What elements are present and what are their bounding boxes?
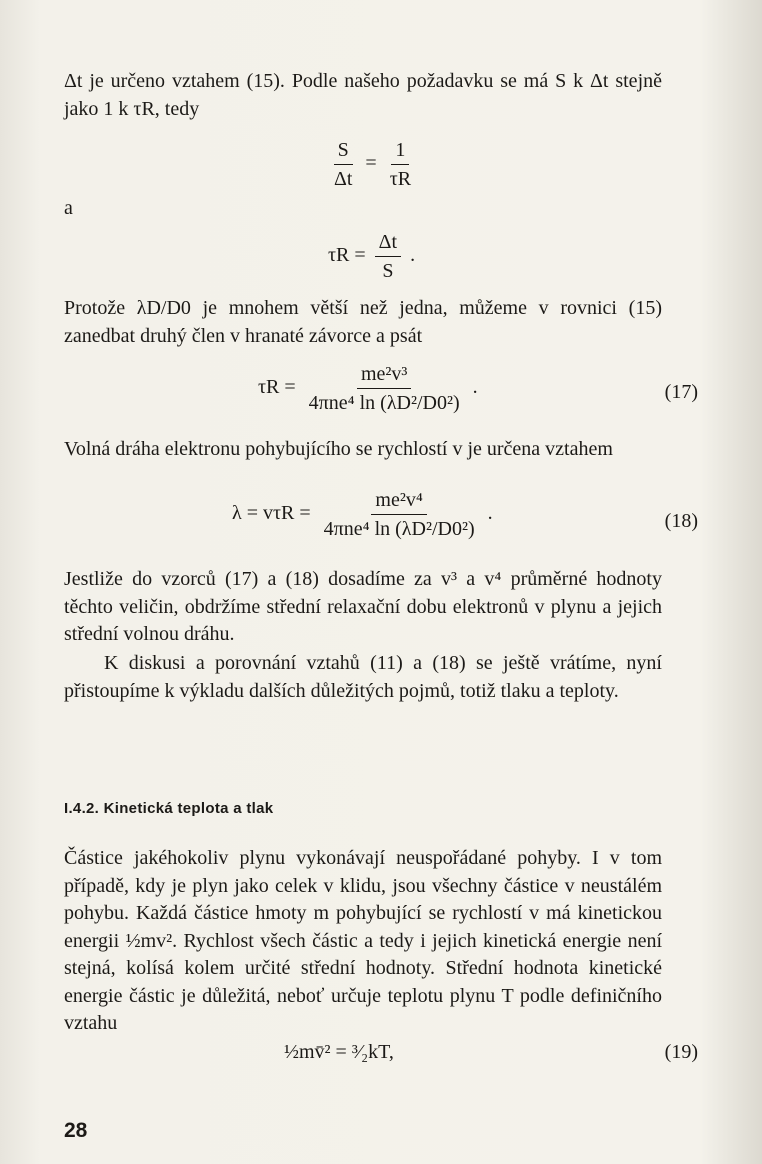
eq17-equals: = <box>284 376 296 399</box>
equation-number-18: (18) <box>664 510 698 532</box>
paragraph-castice: Částice jakéhokoliv plynu vykonávají neuspořádané pohyby. I v tom případě, kdy je plyn jako celek v klidu, jsou všechny částice v neustálém pohybu. Každá částice hmoty m pohybující se rychlostí v má kinetickou energii ½mv². Rychlost všech částic a tedy i jejich kinetická energie není stejná, kolísá kolem určité střední hodnoty. Střední hodnota kinetické energie částic je důležitá, neboť určuje teplotu plynu T podle definičního vztahu <box>64 847 662 1034</box>
paragraph-protoze: Protože λD/D0 je mnohem větší než jedna, můžeme v rovnici (15) zanedbat druhý člen v hranaté závorce a psát <box>64 297 662 347</box>
eq-b-tail: . <box>410 244 416 267</box>
equation-19: ½mv̄² = ³⁄₂kT, <box>284 1041 394 1063</box>
equation-tau-r <box>328 230 415 283</box>
paragraph-volna-draha: Volná dráha elektronu pohybujícího se rychlostí v je určena vztahem <box>64 438 613 460</box>
eq-b-den: S <box>382 260 394 282</box>
paragraph-k-diskusi: K diskusi a porovnání vztahů (11) a (18) se ještě vrátíme, nyní přistoupíme k výkladu dalších důležitých pojmů, totiž tlaku a teploty. <box>64 652 662 702</box>
eq17-den: 4πne⁴ ln (λD²/D0²) <box>308 392 460 414</box>
eq-a-rhs-den: τR <box>389 168 412 190</box>
equation-number-19: (19) <box>664 1041 698 1063</box>
equation-number-17: (17) <box>664 381 698 403</box>
eq-b-equals: = <box>354 244 366 267</box>
eq18-den: 4πne⁴ ln (λD²/D0²) <box>323 518 475 540</box>
eq17-num: me²v³ <box>357 362 411 389</box>
eq18-num: me²v⁴ <box>371 488 426 515</box>
eq-a-lhs-num: S <box>334 138 353 165</box>
eq17-lhs: τR <box>258 376 280 399</box>
eq-b-num: Δt <box>375 230 401 257</box>
equation-s-over-dt <box>326 138 419 191</box>
eq-a-equals: = <box>365 152 377 175</box>
eq18-lhs: λ = vτR = <box>232 502 311 525</box>
eq-a-lhs-den: Δt <box>334 168 353 190</box>
equation-18 <box>232 488 493 541</box>
paragraph-jestlize: Jestliže do vzorců (17) a (18) dosadíme za v³ a v⁴ průměrné hodnoty těchto veličin, obdržíme střední relaxační dobu elektronů v plynu a jejich střední volnou dráhu. <box>64 568 662 645</box>
eq17-tail: . <box>472 376 478 399</box>
eq-b-lhs: τR <box>328 244 350 267</box>
eq18-tail: . <box>487 502 493 525</box>
and-word: a <box>64 197 73 219</box>
eq-a-rhs-num: 1 <box>391 138 409 165</box>
section-heading: I.4.2. Kinetická teplota a tlak <box>64 800 274 817</box>
page-number: 28 <box>64 1119 88 1142</box>
equation-17 <box>258 362 478 415</box>
paragraph-intro: Δt je určeno vztahem (15). Podle našeho požadavku se má S k Δt stejně jako 1 k τR, tedy <box>64 70 662 120</box>
